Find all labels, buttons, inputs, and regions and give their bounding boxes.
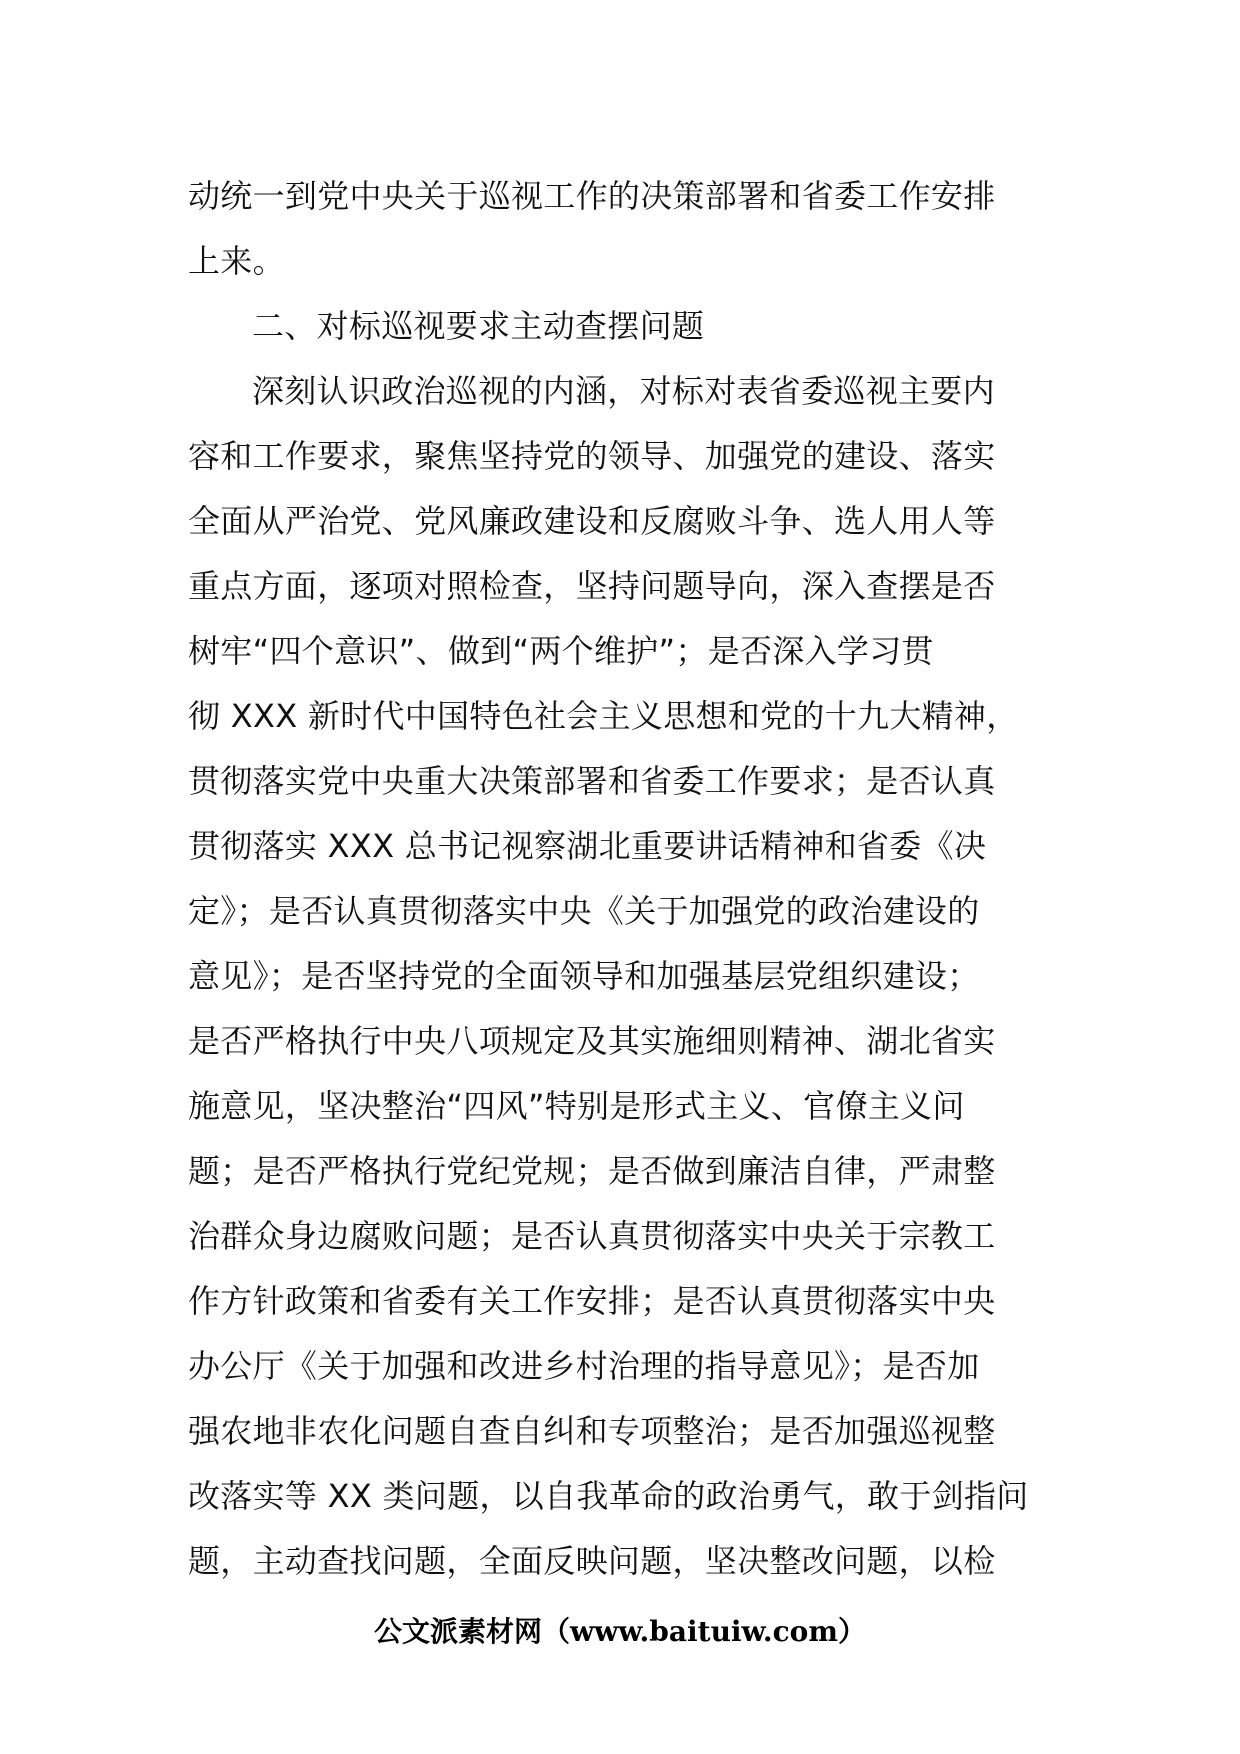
text-line: 上来。: [188, 242, 285, 280]
text-line: 治群众身边腐败问题；是否认真贯彻落实中央关于宗教工: [188, 1217, 996, 1255]
text-line: 是否严格执行中央八项规定及其实施细则精神、湖北省实: [188, 1022, 996, 1060]
text-line: 彻 XXX 新时代中国特色社会主义思想和党的十九大精神，: [188, 697, 1019, 735]
text-line: 题，主动查找问题，全面反映问题，坚决整改问题，以检: [188, 1542, 996, 1580]
text-line: 深刻认识政治巡视的内涵，对标对表省委巡视主要内: [252, 372, 995, 410]
text-line: 树牢“四个意识”、做到“两个维护”；是否深入学习贯: [188, 632, 934, 670]
text-line: 全面从严治党、党风廉政建设和反腐败斗争、选人用人等: [188, 502, 996, 540]
text-line: 强农地非农化问题自查自纠和专项整治；是否加强巡视整: [188, 1412, 996, 1450]
text-line: 施意见，坚决整治“四风”特别是形式主义、官僚主义问: [188, 1087, 965, 1125]
text-line: 动统一到党中央关于巡视工作的决策部署和省委工作安排: [188, 177, 996, 215]
text-line: 题；是否严格执行党纪党规；是否做到廉洁自律，严肃整: [188, 1152, 996, 1190]
text-line: 意见》；是否坚持党的全面领导和加强基层党组织建设；: [188, 957, 980, 995]
text-line: 容和工作要求，聚焦坚持党的领导、加强党的建设、落实: [188, 437, 996, 475]
text-line: 贯彻落实党中央重大决策部署和省委工作要求；是否认真: [188, 762, 996, 800]
text-line: 重点方面，逐项对照检查，坚持问题导向，深入查摆是否: [188, 567, 996, 605]
text-line: 贯彻落实 XXX 总书记视察湖北重要讲话精神和省委《决: [188, 827, 987, 865]
text-line: 改落实等 XX 类问题，以自我革命的政治勇气，敢于剑指问: [188, 1477, 1029, 1515]
text-line: 作方针政策和省委有关工作安排；是否认真贯彻落实中央: [188, 1282, 996, 1320]
text-line: 办公厅《关于加强和改进乡村治理的指导意见》；是否加: [188, 1347, 980, 1385]
text-line: 定》；是否认真贯彻落实中央《关于加强党的政治建设的: [188, 892, 980, 930]
footer-watermark: 公文派素材网（www.baituiw.com）: [374, 1615, 866, 1648]
document-body: [188, 164, 1056, 1594]
section-heading: 二、对标巡视要求主动查摆问题: [252, 307, 705, 345]
